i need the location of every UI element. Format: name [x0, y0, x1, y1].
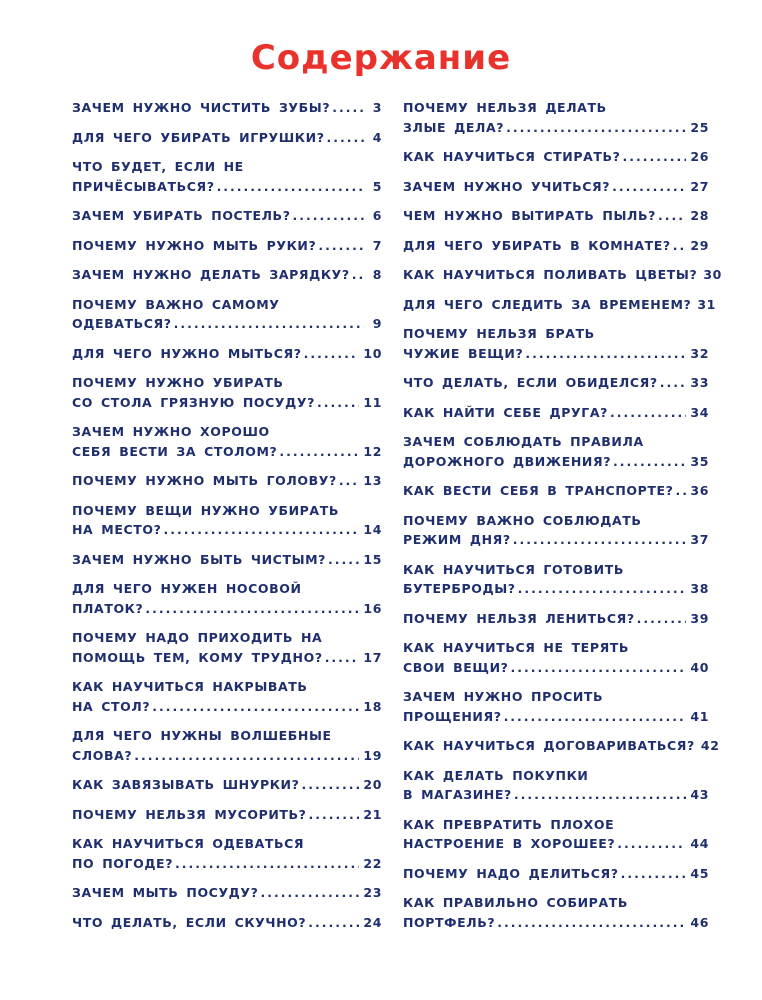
dot-leader — [332, 98, 364, 118]
toc-entry-title: РЕЖИМ ДНЯ? — [403, 532, 511, 547]
dot-leader — [308, 913, 359, 933]
toc-entry-line — [403, 344, 709, 364]
toc-entry-title: ЗАЧЕМ УБИРАТЬ ПОСТЕЛЬ? — [72, 208, 291, 223]
toc-entry-line — [403, 638, 709, 658]
dot-leader — [163, 520, 359, 540]
toc-entry-title: ЗАЧЕМ НУЖНО ЧИСТИТЬ ЗУБЫ? — [72, 100, 331, 115]
toc-entry-line — [403, 265, 722, 285]
toc-entry-line — [403, 511, 709, 531]
page-number: 38 — [690, 581, 709, 596]
toc-entry-title: ДЛЯ ЧЕГО НУЖЕН НОСОВОЙ — [72, 581, 302, 596]
dot-leader — [175, 854, 359, 874]
toc-entry-line — [403, 481, 709, 501]
dot-leader — [623, 147, 687, 167]
dot-leader — [134, 746, 359, 766]
dot-leader — [293, 206, 364, 226]
dot-leader — [352, 265, 364, 285]
toc-entry-line — [403, 893, 709, 913]
dot-leader — [327, 128, 364, 148]
page-number: 23 — [363, 885, 382, 900]
toc-entry-title: ДЛЯ ЧЕГО НУЖНО МЫТЬСЯ? — [72, 345, 302, 361]
toc-entry-line — [72, 373, 382, 393]
dot-leader — [174, 314, 364, 334]
toc-entry — [403, 147, 709, 167]
toc-entry-title: ЗЛЫЕ ДЕЛА? — [403, 119, 505, 135]
dot-leader — [511, 658, 687, 678]
dot-leader — [318, 236, 364, 256]
toc-entry-title: ЗАЧЕМ НУЖНО ДЕЛАТЬ ЗАРЯДКУ? — [72, 267, 350, 282]
toc-entry — [72, 265, 382, 285]
dot-leader — [497, 913, 686, 933]
toc-entry-title: ПОЧЕМУ ВЕЩИ НУЖНО УБИРАТЬ — [72, 502, 339, 518]
toc-entry-line — [403, 834, 709, 854]
toc-entry-title: ПОЧЕМУ НЕЛЬЗЯ ЛЕНИТЬСЯ? — [403, 610, 635, 626]
toc-entry-line — [72, 697, 382, 717]
toc-entry — [72, 236, 382, 256]
dot-leader — [518, 579, 687, 599]
page-number: 17 — [363, 649, 382, 665]
toc-entry-line — [403, 785, 709, 805]
page-number: 31 — [697, 296, 716, 312]
toc-entry-line — [72, 501, 382, 521]
toc-entry — [72, 550, 382, 570]
toc-entry-title: КАК НАУЧИТЬСЯ ОДЕВАТЬСЯ — [72, 836, 305, 851]
page-number: 15 — [363, 551, 382, 567]
toc-entry-title: ДЛЯ ЧЕГО НУЖНЫ ВОЛШЕБНЫЕ — [72, 728, 332, 743]
toc-entry-title: КАК ПРЕВРАТИТЬ ПЛОХОЕ — [403, 816, 615, 832]
page-number: 30 — [703, 267, 722, 282]
toc-entry-line — [403, 177, 709, 197]
dot-leader — [261, 883, 360, 903]
toc-entry-line — [403, 766, 709, 786]
toc-entry — [403, 481, 709, 501]
toc-entry-line — [403, 324, 709, 344]
page-number: 3 — [372, 100, 382, 115]
page-number: 18 — [363, 698, 382, 714]
dot-leader — [617, 834, 686, 854]
dot-leader — [279, 442, 359, 462]
toc-entry — [72, 883, 382, 903]
toc-entry-line — [403, 815, 709, 835]
toc-entry — [72, 913, 382, 933]
toc-entry-line — [403, 452, 709, 472]
toc-entry-title: В МАГАЗИНЕ? — [403, 787, 512, 802]
page-number: 16 — [363, 600, 382, 616]
toc-entry-line — [403, 206, 709, 226]
toc-entry-title: ЧТО ДЕЛАТЬ, ЕСЛИ ОБИДЕЛСЯ? — [403, 375, 658, 390]
toc-entry-title: ЗАЧЕМ СОБЛЮДАТЬ ПРАВИЛА — [403, 434, 644, 449]
page-number: 46 — [690, 914, 709, 930]
page-number: 42 — [700, 738, 720, 753]
page-number: 29 — [690, 237, 709, 253]
toc-entry — [403, 766, 709, 805]
toc-entry-title: ДОРОЖНОГО ДВИЖЕНИЯ? — [403, 453, 612, 469]
page-number: 36 — [690, 483, 709, 498]
toc-entry-line — [403, 373, 709, 393]
toc-entry-title: ПОРТФЕЛЬ? — [403, 914, 496, 930]
page-number: 45 — [690, 865, 709, 881]
toc-entry-title: ОДЕВАТЬСЯ? — [72, 316, 172, 331]
toc-entry — [403, 864, 709, 884]
toc-entry-title: КАК НАЙТИ СЕБЕ ДРУГА? — [403, 404, 608, 420]
toc-entry — [403, 236, 709, 256]
toc-entry — [72, 471, 382, 491]
dot-leader — [621, 864, 687, 884]
page-number: 5 — [372, 178, 382, 194]
toc-entry-line — [403, 118, 709, 138]
toc-entry-line — [403, 913, 709, 933]
page-number: 19 — [363, 747, 382, 763]
toc-entry-line — [403, 864, 709, 884]
dot-leader — [328, 550, 359, 570]
toc-entry — [403, 560, 709, 599]
toc-entry — [72, 344, 382, 364]
dot-leader — [612, 177, 686, 197]
toc-entry — [403, 638, 709, 677]
toc-entry — [403, 736, 720, 756]
page-number: 28 — [690, 208, 709, 223]
toc-entry-title: ЗАЧЕМ НУЖНО БЫТЬ ЧИСТЫМ? — [72, 551, 327, 567]
toc-entry-line — [72, 746, 382, 766]
toc-entry-title: ПОЧЕМУ НУЖНО УБИРАТЬ — [72, 375, 284, 390]
toc-entry-line — [403, 560, 709, 580]
toc-entry — [72, 677, 382, 716]
page-number: 32 — [690, 345, 709, 361]
page-number: 43 — [690, 787, 709, 802]
toc-entry-title: КАК ЗАВЯЗЫВАТЬ ШНУРКИ? — [72, 777, 300, 792]
dot-leader — [525, 344, 686, 364]
page-number: 10 — [363, 345, 382, 361]
toc-entry-title: ПОЧЕМУ НУЖНО МЫТЬ ГОЛОВУ? — [72, 473, 337, 488]
toc-entry — [403, 373, 709, 393]
toc-entry-title: ПОЧЕМУ ВАЖНО СОБЛЮДАТЬ — [403, 512, 642, 528]
toc-entry — [403, 815, 709, 854]
toc-entry — [72, 834, 382, 873]
page-number: 24 — [363, 914, 382, 930]
toc-entry-title: КАК ДЕЛАТЬ ПОКУПКИ — [403, 767, 589, 783]
dot-leader — [514, 785, 687, 805]
toc-entry-line — [72, 805, 382, 825]
page-number: 35 — [690, 453, 709, 469]
toc-entry-line — [72, 834, 382, 854]
dot-leader — [309, 805, 360, 825]
toc-entry-line — [403, 687, 709, 707]
dot-leader — [504, 707, 687, 727]
toc-entry — [403, 893, 709, 932]
toc-entry-line — [72, 471, 382, 491]
toc-entry — [403, 206, 709, 226]
page-number: 7 — [372, 237, 382, 253]
toc-entry-title: ПОМОЩЬ ТЕМ, КОМУ ТРУДНО? — [72, 649, 323, 665]
toc-entry-title: ПОЧЕМУ НУЖНО МЫТЬ РУКИ? — [72, 237, 317, 253]
page-number: 41 — [690, 708, 709, 724]
toc-entry — [72, 98, 382, 118]
toc-entry — [72, 206, 382, 226]
page-number: 37 — [690, 532, 709, 547]
page-number: 33 — [690, 375, 709, 390]
page-number: 44 — [690, 836, 709, 851]
toc-entry — [403, 609, 709, 629]
toc-entry-title: ЧУЖИЕ ВЕЩИ? — [403, 345, 524, 361]
toc-entry-title: ЧТО БУДЕТ, ЕСЛИ НЕ — [72, 159, 244, 174]
toc-entry-line — [72, 393, 382, 413]
toc-entry-title: КАК ПРАВИЛЬНО СОБИРАТЬ — [403, 895, 628, 910]
toc-entry-line — [72, 98, 382, 118]
toc-entry-line — [72, 599, 382, 619]
toc-entry-line — [72, 295, 382, 315]
toc-entry — [72, 373, 382, 412]
toc-entry-title: ЗАЧЕМ НУЖНО УЧИТЬСЯ? — [403, 178, 611, 194]
toc-entry-line — [403, 98, 709, 118]
toc-entry-title: ЗАЧЕМ НУЖНО ХОРОШО — [72, 424, 270, 439]
page-number: 8 — [372, 267, 382, 282]
toc-entry-title: КАК НАУЧИТЬСЯ СТИРАТЬ? — [403, 149, 621, 164]
toc-entry — [403, 432, 709, 471]
toc-entry-line — [403, 658, 709, 678]
dot-leader — [676, 481, 687, 501]
toc-entry-line — [72, 913, 382, 933]
toc-entry-line — [403, 736, 720, 756]
toc-entry-title: ПОЧЕМУ ВАЖНО САМОМУ — [72, 296, 280, 312]
toc-entry-line — [72, 314, 382, 334]
toc-entry — [403, 295, 716, 315]
toc-entry-line — [72, 157, 382, 177]
toc-column-right — [403, 98, 722, 942]
dot-leader — [304, 344, 360, 364]
toc-entry-title: ПОЧЕМУ НЕЛЬЗЯ МУСОРИТЬ? — [72, 806, 307, 822]
toc-entry-title: ДЛЯ ЧЕГО УБИРАТЬ ИГРУШКИ? — [72, 129, 325, 145]
toc-entry-title: ПОЧЕМУ НЕЛЬЗЯ БРАТЬ — [403, 326, 595, 341]
toc-entry-title: ДЛЯ ЧЕГО СЛЕДИТЬ ЗА ВРЕМЕНЕМ? — [403, 296, 692, 312]
toc-entry-line — [72, 579, 382, 599]
toc-entry — [403, 687, 709, 726]
page-number: 34 — [690, 404, 709, 420]
toc-entry-line — [72, 344, 382, 364]
toc-entry — [72, 726, 382, 765]
toc-entry — [72, 157, 382, 196]
dot-leader — [660, 373, 687, 393]
toc-entry-line — [403, 530, 709, 550]
toc-entry-title: СО СТОЛА ГРЯЗНУЮ ПОСУДУ? — [72, 394, 315, 410]
toc-entry — [403, 324, 709, 363]
dot-leader — [613, 452, 686, 472]
page-number: 9 — [372, 316, 382, 331]
toc-entry-title: СЕБЯ ВЕСТИ ЗА СТОЛОМ? — [72, 443, 278, 459]
dot-leader — [637, 609, 687, 629]
toc-entry-line — [403, 432, 709, 452]
toc-entry-title: ПЛАТОК? — [72, 600, 144, 616]
toc-entry-title: ДЛЯ ЧЕГО УБИРАТЬ В КОМНАТЕ? — [403, 237, 671, 253]
dot-leader — [145, 599, 359, 619]
toc-entry-line — [72, 520, 382, 540]
toc-entry-line — [72, 422, 382, 442]
dot-leader — [325, 648, 360, 668]
page-number: 21 — [363, 806, 382, 822]
dot-leader — [301, 775, 359, 795]
toc-entry-line — [403, 707, 709, 727]
dot-leader — [513, 530, 687, 550]
toc-entry-title: ПОЧЕМУ НАДО ДЕЛИТЬСЯ? — [403, 865, 619, 881]
dot-leader — [339, 471, 360, 491]
page-number: 14 — [363, 522, 382, 537]
toc-entry — [72, 422, 382, 461]
page-number: 13 — [363, 473, 382, 488]
toc-entry — [72, 579, 382, 618]
toc-entry-line — [403, 609, 709, 629]
toc-entry-line — [72, 177, 382, 197]
toc-entry-line — [72, 883, 382, 903]
toc-entry-title: БУТЕРБРОДЫ? — [403, 581, 516, 596]
page-number: 11 — [363, 394, 382, 410]
toc-entry-title: СЛОВА? — [72, 747, 133, 763]
toc-entry-line — [72, 128, 382, 148]
toc-entry — [72, 628, 382, 667]
dot-leader — [673, 236, 687, 256]
dot-leader — [152, 697, 359, 717]
dot-leader — [317, 393, 359, 413]
toc-entry-line — [72, 442, 382, 462]
page-number: 25 — [690, 119, 709, 135]
toc-entry-title: ПРИЧЁСЫВАТЬСЯ? — [72, 178, 215, 194]
toc-entry-line — [403, 403, 709, 423]
toc-entry-title: КАК НАУЧИТЬСЯ НЕ ТЕРЯТЬ — [403, 640, 630, 655]
page-number: 20 — [363, 777, 382, 792]
toc-entry-line — [72, 775, 382, 795]
toc-entry-line — [72, 677, 382, 697]
page-title: Содержание — [250, 38, 512, 78]
toc-entry-line — [72, 854, 382, 874]
toc-column-left — [72, 98, 382, 942]
toc-entry — [403, 177, 709, 197]
toc-entry-line — [403, 579, 709, 599]
dot-leader — [217, 177, 364, 197]
toc-entry-line — [72, 236, 382, 256]
toc-entry — [72, 775, 382, 795]
toc-entry-title: НА МЕСТО? — [72, 522, 162, 537]
toc-entry-title: ПОЧЕМУ НЕЛЬЗЯ ДЕЛАТЬ — [403, 100, 607, 115]
dot-leader — [658, 206, 686, 226]
toc-entry-title: КАК НАУЧИТЬСЯ ДОГОВАРИВАТЬСЯ? — [403, 738, 695, 753]
toc-entry — [72, 501, 382, 540]
page-number: 27 — [690, 178, 709, 194]
toc-entry-title: ПО ПОГОДЕ? — [72, 855, 174, 871]
toc-entry-line — [72, 550, 382, 570]
toc-entry-line — [403, 147, 709, 167]
page-number: 4 — [372, 129, 382, 145]
toc-entry-line — [403, 236, 709, 256]
toc-entry-line — [72, 648, 382, 668]
toc-entry — [403, 98, 709, 137]
page-number: 39 — [690, 610, 709, 626]
toc-entry-title: ЗАЧЕМ НУЖНО ПРОСИТЬ — [403, 689, 604, 704]
toc-entry — [72, 128, 382, 148]
page-number: 40 — [690, 659, 709, 675]
toc-entry-line — [72, 628, 382, 648]
toc-entry — [72, 295, 382, 334]
dot-leader — [610, 403, 686, 423]
toc-entry-title: ПРОЩЕНИЯ? — [403, 708, 502, 724]
page-number: 6 — [372, 208, 382, 223]
toc-entry-line — [72, 726, 382, 746]
toc-entry-line — [403, 295, 716, 315]
toc-entry-title: ЧТО ДЕЛАТЬ, ЕСЛИ СКУЧНО? — [72, 914, 307, 930]
toc-entry-title: КАК ВЕСТИ СЕБЯ В ТРАНСПОРТЕ? — [403, 483, 674, 498]
toc-entry-title: ЧЕМ НУЖНО ВЫТИРАТЬ ПЫЛЬ? — [403, 208, 656, 223]
toc-entry-title: ЗАЧЕМ МЫТЬ ПОСУДУ? — [72, 885, 259, 900]
page-number: 26 — [690, 149, 709, 164]
page-number: 12 — [363, 443, 382, 459]
dot-leader — [506, 118, 686, 138]
toc-entry — [403, 403, 709, 423]
toc-entry-title: ПОЧЕМУ НАДО ПРИХОДИТЬ НА — [72, 630, 323, 645]
toc-entry-title: НА СТОЛ? — [72, 698, 151, 714]
toc-entry-title: НАСТРОЕНИЕ В ХОРОШЕЕ? — [403, 836, 616, 851]
toc-entry-line — [72, 206, 382, 226]
page-number: 22 — [363, 855, 382, 871]
toc-entry — [403, 265, 722, 285]
toc-entry-title: СВОИ ВЕЩИ? — [403, 659, 509, 675]
toc-entry-line — [72, 265, 382, 285]
toc-entry — [72, 805, 382, 825]
toc-entry-title: КАК НАУЧИТЬСЯ НАКРЫВАТЬ — [72, 679, 308, 694]
toc-entry — [403, 511, 709, 550]
toc-entry-title: КАК НАУЧИТЬСЯ ГОТОВИТЬ — [403, 561, 624, 577]
toc-entry-title: КАК НАУЧИТЬСЯ ПОЛИВАТЬ ЦВЕТЫ? — [403, 267, 698, 282]
